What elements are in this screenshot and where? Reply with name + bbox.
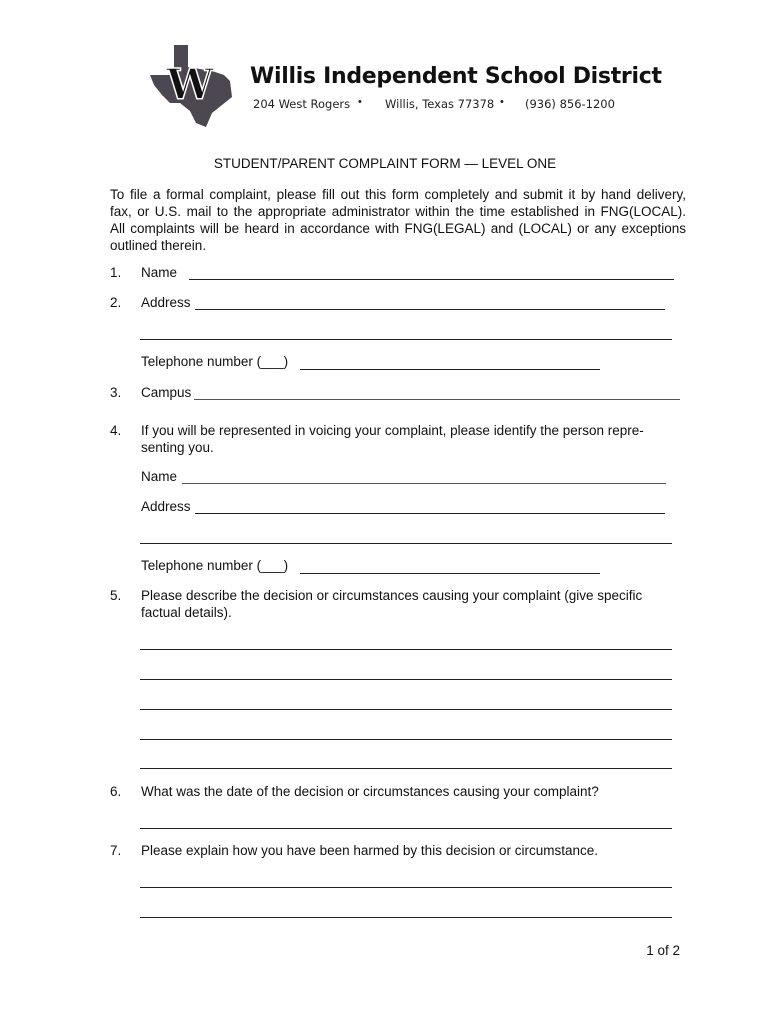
rep-address-field-2[interactable] [140,543,672,544]
description-field-5[interactable] [140,768,672,769]
name-field[interactable] [189,279,674,280]
logo-letter: W [166,60,214,109]
rep-address-field[interactable] [195,513,665,514]
telephone-label: Telephone number (___) [141,354,289,369]
representative-question-line-2: senting you. [141,440,214,455]
address-bullet-2: • [500,96,504,108]
address-bullet-1: • [358,96,362,108]
description-field-3[interactable] [140,709,672,710]
description-question-line-2: factual details). [141,605,232,620]
address-phone: (936) 856-1200 [525,97,615,111]
intro-line-3: All complaints will be heard in accordance with FNG(LEGAL) and (LOCAL) or any exceptions [110,221,686,236]
date-question: What was the date of the decision or circumstances causing your complaint? [141,784,599,799]
description-field-1[interactable] [140,649,672,650]
rep-telephone-field[interactable] [300,573,600,574]
address-street: 204 West Rogers [253,97,351,111]
page-number: 1 of 2 [646,943,680,958]
description-field-2[interactable] [140,679,672,680]
intro-line-2: fax, or U.S. mail to the appropriate administrator within the time established in FNG(LOCAL). [110,204,686,219]
item-number-2: 2. [110,295,122,310]
item-number-6: 6. [110,784,122,799]
name-label: Name [141,265,178,280]
address-field-2[interactable] [140,339,672,340]
rep-telephone-label: Telephone number (___) [141,558,289,573]
description-question-line-1: Please describe the decision or circumstances causing your complaint (give specific [141,588,643,603]
description-field-4[interactable] [140,739,672,740]
intro-line-4: outlined therein. [110,238,207,253]
district-name: Willis Independent School District [250,64,662,89]
item-number-4: 4. [110,423,122,438]
address-city: Willis, Texas 77378 [385,97,495,111]
harm-question: Please explain how you have been harmed by this decision or circumstance. [141,843,599,858]
rep-address-label: Address [141,499,191,514]
rep-name-field[interactable] [182,483,666,484]
campus-field[interactable] [194,399,680,400]
item-number-1: 1. [110,265,122,280]
campus-label: Campus [141,385,192,400]
address-label: Address [141,295,191,310]
harm-field-2[interactable] [140,917,672,918]
intro-line-1: To file a formal complaint, please fill out this form completely and submit it by hand delivery, [110,187,686,202]
telephone-field[interactable] [300,369,600,370]
item-number-7: 7. [110,843,122,858]
item-number-3: 3. [110,385,122,400]
item-number-5: 5. [110,588,122,603]
district-logo [150,45,242,127]
harm-field-1[interactable] [140,887,672,888]
rep-name-label: Name [141,469,178,484]
representative-question-line-1: If you will be represented in voicing your complaint, please identify the person repre- [141,423,644,438]
address-field[interactable] [195,309,665,310]
date-field[interactable] [140,828,672,829]
form-title: STUDENT/PARENT COMPLAINT FORM — LEVEL ONE [213,156,557,171]
